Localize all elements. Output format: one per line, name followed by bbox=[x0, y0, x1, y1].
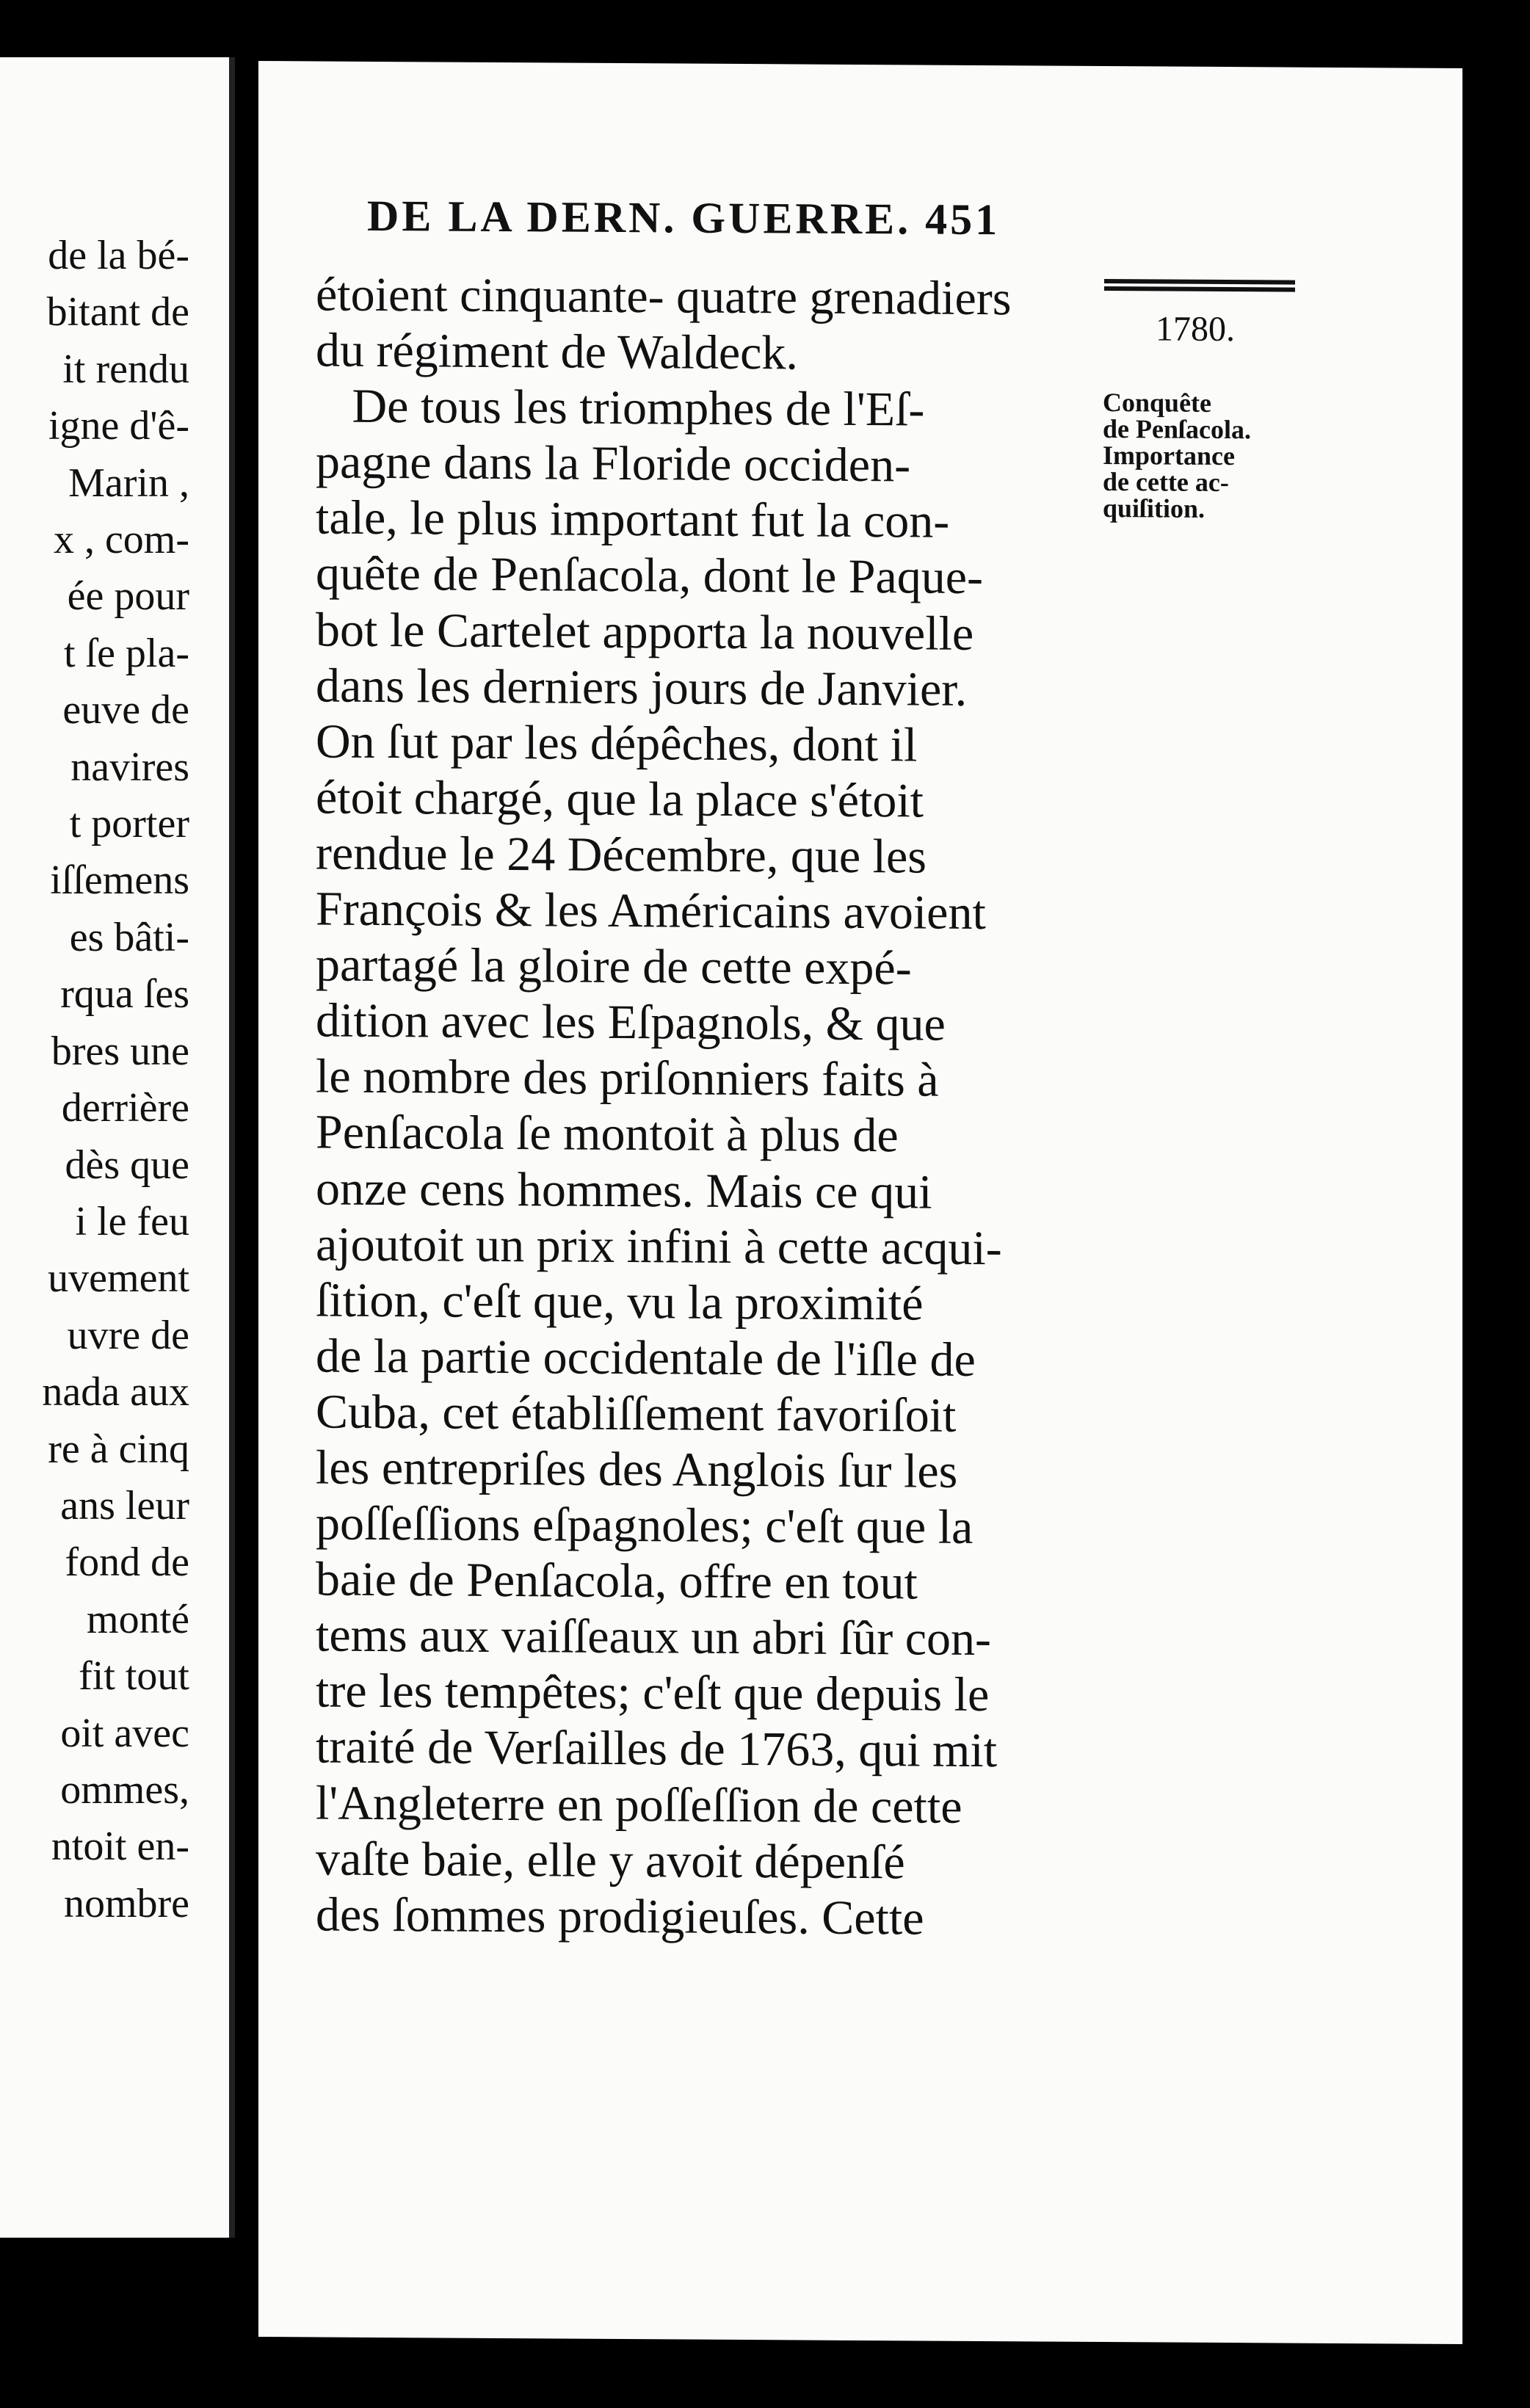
body-line: Cuba, cet établiſſement favoriſoit bbox=[316, 1385, 957, 1443]
left-line: uvement bbox=[48, 1255, 189, 1302]
body-line: dition avec les Eſpagnols, & que bbox=[316, 993, 946, 1051]
body-line: On ſut par les dépêches, dont il bbox=[316, 714, 918, 772]
left-page-text bbox=[42, 228, 189, 1932]
body-line: tale, le plus important fut la con- bbox=[316, 490, 950, 549]
left-line: euve de bbox=[62, 687, 189, 733]
left-line: it rendu bbox=[62, 346, 189, 392]
body-line: baie de Penſacola, offre en tout bbox=[316, 1552, 918, 1610]
body-line: les entrepriſes des Anglois ſur les bbox=[316, 1440, 958, 1498]
body-line: dans les derniers jours de Janvier. bbox=[316, 659, 968, 717]
margin-rule bbox=[1104, 279, 1295, 285]
body-line: étoient cinquante- quatre grenadiers bbox=[316, 267, 1012, 326]
left-line: derrière bbox=[61, 1085, 189, 1131]
body-line: pagne dans la Floride occiden- bbox=[316, 435, 911, 493]
body-line: Penſacola ſe montoit à plus de bbox=[316, 1105, 899, 1163]
left-line: monté bbox=[87, 1596, 189, 1642]
body-line: tems aux vaiſſeaux un abri ſûr con- bbox=[316, 1608, 992, 1667]
left-line: rqua ſes bbox=[60, 971, 189, 1018]
left-line: ntoit en- bbox=[51, 1824, 189, 1870]
body-line: De tous les triomphes de l'Eſ- bbox=[316, 379, 925, 437]
body-line: rendue le 24 Décembre, que les bbox=[316, 826, 927, 884]
body-line: tre les tempêtes; c'eſt que depuis le bbox=[316, 1664, 990, 1722]
left-line: fond de bbox=[65, 1540, 189, 1586]
body-line: François & les Américains avoient bbox=[316, 882, 986, 940]
left-line: t porter bbox=[69, 801, 189, 847]
left-line: t ſe pla- bbox=[63, 630, 189, 676]
left-line: oit avec bbox=[60, 1710, 189, 1756]
left-line: re à cinq bbox=[48, 1426, 189, 1472]
body-line: poſſeſſions eſpagnoles; c'eſt que la bbox=[316, 1496, 974, 1554]
margin-note: Conquête de Penſacola. Importance de cette ac- quiſition. bbox=[1103, 388, 1251, 523]
left-line: iſſemens bbox=[50, 857, 189, 904]
right-page bbox=[258, 61, 1462, 2344]
left-line: nombre bbox=[63, 1880, 189, 1926]
left-line: x , com- bbox=[53, 517, 189, 563]
left-line: bitant de bbox=[46, 289, 189, 336]
left-line: igne d'ê- bbox=[48, 403, 189, 449]
left-line: bres une bbox=[51, 1028, 189, 1074]
running-header: DE LA DERN. GUERRE. 451 bbox=[367, 191, 1001, 244]
body-line: ajoutoit un prix infini à cette acqui- bbox=[316, 1217, 1002, 1275]
left-line: uvre de bbox=[67, 1312, 189, 1358]
body-line: partagé la gloire de cette expé- bbox=[316, 938, 912, 996]
body-line: du régiment de Waldeck. bbox=[316, 323, 798, 380]
left-line: navires bbox=[70, 744, 189, 790]
body-text bbox=[316, 266, 1011, 1947]
body-line: onze cens hommes. Mais ce qui bbox=[316, 1161, 932, 1219]
left-line: ans leur bbox=[60, 1482, 189, 1528]
body-line: ſition, c'eſt que, vu la proximité bbox=[316, 1273, 924, 1331]
margin-year: 1780. bbox=[1156, 309, 1235, 349]
body-line: vaſte baie, elle y avoit dépenſé bbox=[316, 1832, 905, 1889]
body-line: le nombre des priſonniers faits à bbox=[316, 1049, 939, 1107]
body-line: traité de Verſailles de 1763, qui mit bbox=[316, 1719, 998, 1778]
body-line: étoit chargé, que la place s'étoit bbox=[316, 770, 924, 828]
left-line: ommes, bbox=[60, 1766, 189, 1813]
body-line: des ſommes prodigieuſes. Cette bbox=[316, 1887, 924, 1945]
left-line: nada aux bbox=[42, 1369, 189, 1415]
left-line: ée pour bbox=[67, 573, 189, 620]
left-line: dès que bbox=[65, 1142, 189, 1188]
body-line: l'Angleterre en poſſeſſion de cette bbox=[316, 1775, 962, 1834]
body-line: de la partie occidentale de l'iſle de bbox=[316, 1329, 976, 1387]
left-line: Marin , bbox=[68, 460, 189, 506]
body-line: quête de Penſacola, dont le Paque- bbox=[316, 546, 984, 605]
left-line: de la bé- bbox=[48, 233, 189, 278]
left-page bbox=[0, 57, 235, 2238]
left-line: fit tout bbox=[79, 1653, 189, 1700]
left-line: i le feu bbox=[75, 1198, 189, 1244]
body-line: bot le Cartelet apporta la nouvelle bbox=[316, 603, 974, 661]
left-line: es bâti- bbox=[69, 914, 189, 960]
